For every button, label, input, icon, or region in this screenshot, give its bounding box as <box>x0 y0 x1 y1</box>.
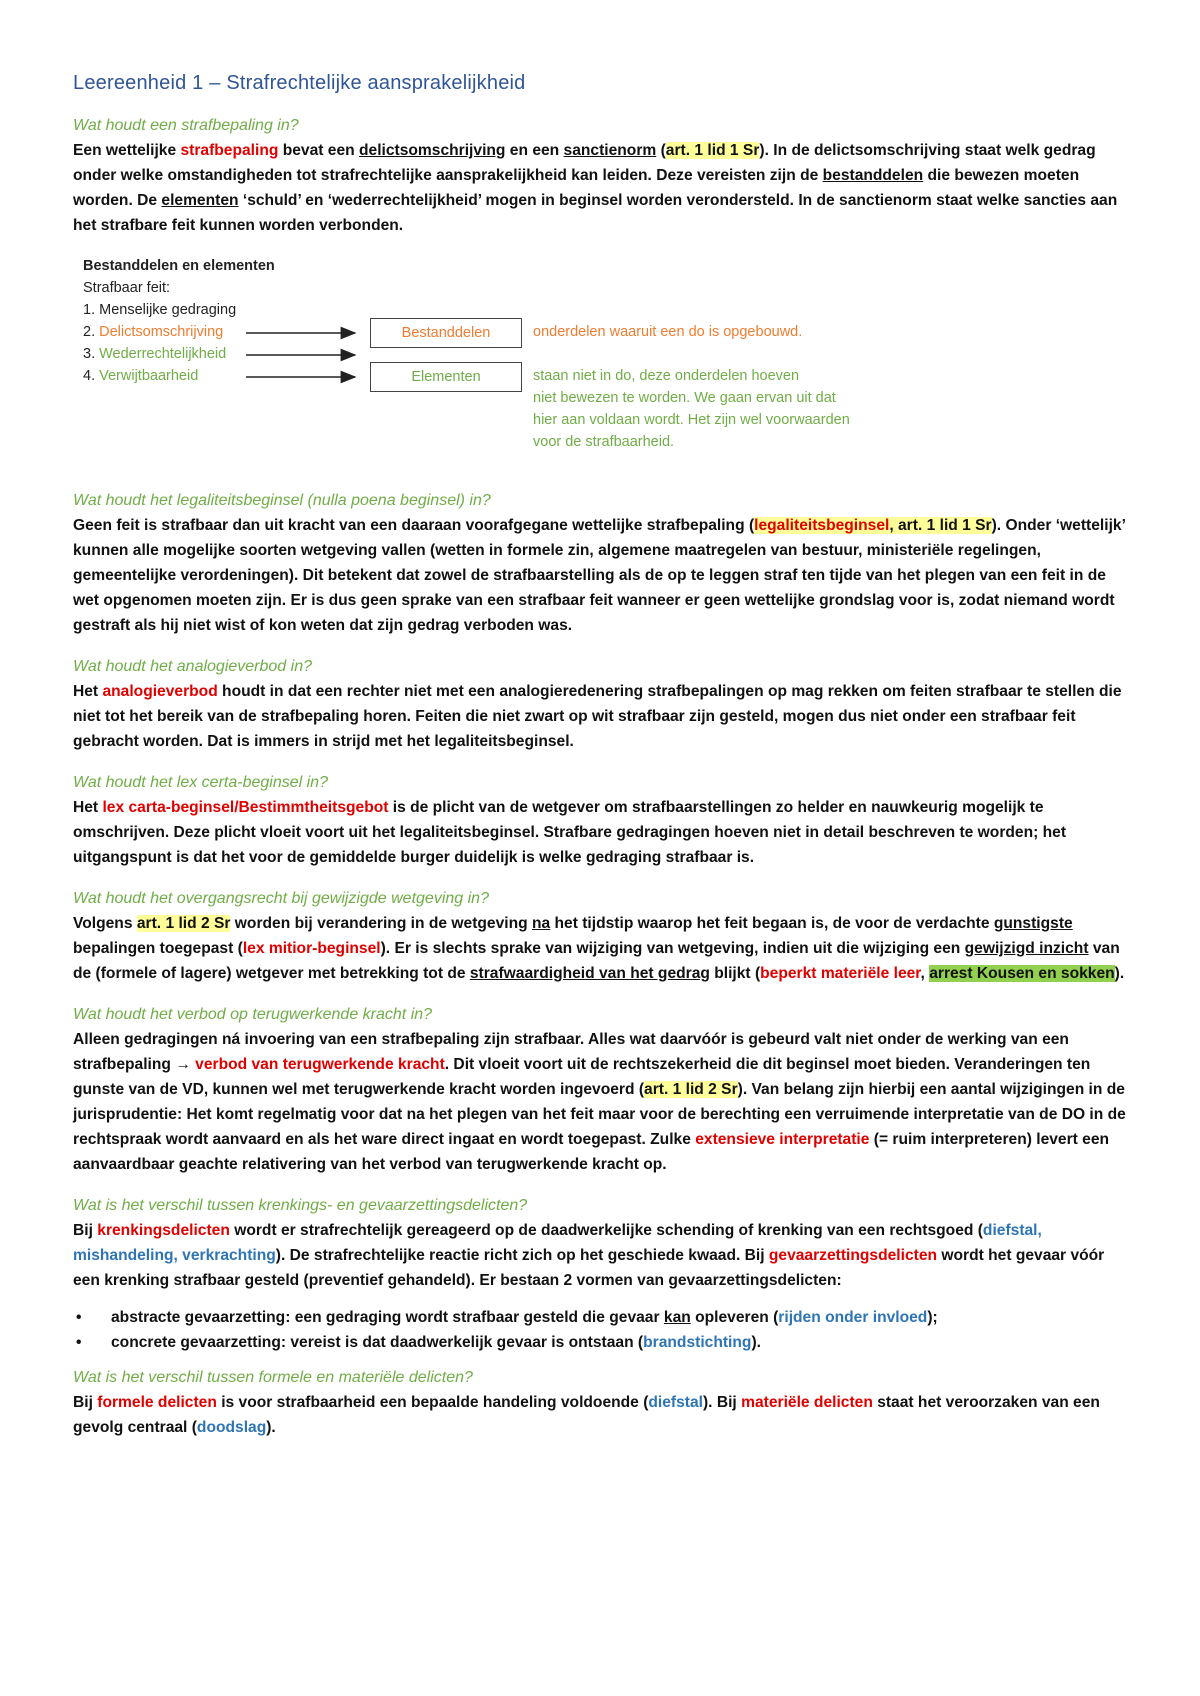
question-heading: Wat is het verschil tussen formele en materiële delicten? <box>73 1369 473 1386</box>
desc-bestanddelen: onderdelen waaruit een do is opgebouwd. <box>533 324 803 340</box>
underlined-term: na <box>531 915 551 932</box>
diagram-item: 1. Menselijke gedraging <box>83 302 237 318</box>
keyword: lex carta-beginsel/Bestimmtheitsgebot <box>102 799 389 816</box>
section-terugwerkende-kracht <box>73 1006 1133 1177</box>
section-legaliteitsbeginsel <box>73 492 1133 638</box>
bullet-list <box>73 1305 1133 1355</box>
keyword: analogieverbod <box>102 683 218 700</box>
list-item: • abstracte gevaarzetting: een gedraging wordt strafbaar gesteld die gevaar kan opleveren (rijden onder invloed); <box>73 1305 1133 1330</box>
question-heading: Wat houdt het legaliteitsbeginsel (nulla poena beginsel) in? <box>73 492 491 509</box>
underlined-term: sanctienorm <box>563 142 657 159</box>
desc-elementen-line: niet bewezen te worden. We gaan ervan uit dat <box>533 390 836 406</box>
example-term: brandstichting <box>643 1334 752 1351</box>
box-elementen: Elementen <box>370 362 522 392</box>
example-term: diefstal, mishandeling, verkrachting <box>73 1222 1042 1264</box>
keyword: krenkingsdelicten <box>97 1222 230 1239</box>
list-item: • concrete gevaarzetting: vereist is dat daadwerkelijk gevaar is ontstaan (brandstichting). <box>73 1330 1133 1355</box>
question-heading: Wat houdt het verbod op terugwerkende kracht in? <box>73 1006 433 1023</box>
keyword: formele delicten <box>97 1394 217 1411</box>
paragraph: Volgens art. 1 lid 2 Sr worden bij verandering in de wetgeving na het tijdstip waarop het feit begaan is, de voor de verdachte gunstigste bepalingen toegepast (lex mitior-beginsel). Er is slechts sprake van wijziging van wetgeving, indien uit die wijziging een gewijzigd inzicht van de (formele of lagere) wetgever met betrekking tot de strafwaardigheid van het gedrag blijkt (beperkt materiële leer, arrest Kousen en sokken). <box>73 915 1125 982</box>
diagram-item: 2. Delictsomschrijving <box>83 324 224 340</box>
diagram-item: 3. Wederrechtelijkheid <box>83 346 227 362</box>
section-analogieverbod <box>73 658 1133 754</box>
underlined-term: bestanddelen <box>822 167 924 184</box>
diagram-item: 4. Verwijtbaarheid <box>83 368 199 384</box>
underlined-term: elementen <box>161 192 239 209</box>
underlined-term: gewijzigd inzicht <box>964 940 1089 957</box>
underlined-term: strafwaardigheid van het gedrag <box>469 965 710 982</box>
example-term: doodslag <box>196 1419 267 1436</box>
diagram-subheading: Strafbaar feit: <box>83 280 171 296</box>
underlined-term: delictsomschrijving <box>359 142 506 159</box>
case-highlight: arrest Kousen en sokken <box>929 965 1115 982</box>
paragraph: Geen feit is strafbaar dan uit kracht van een daaraan voorafgegane wettelijke strafbepaling (legaliteitsbeginsel, art. 1 lid 1 Sr). Onder ‘wettelijk’ kunnen alle mogelijke soorten wetgeving vallen (wetten in formele zin, algemene maatregelen van bestuur, ministeriële regelingen, gemeentelijke verordeningen). Dit betekent dat zowel de strafbaarstelling als de op te leggen straf ten tijde van het plegen van een feit in de wet opgenomen moeten zijn. Er is dus geen sprake van een strafbaar feit wanneer er geen wettelijke grondslag voor is, zodat niemand wordt gestraft als hij niet wist of kon weten dat zijn gedrag verboden was. <box>73 517 1126 634</box>
article-highlight: , art. 1 lid 1 Sr <box>889 517 992 534</box>
question-heading: Wat houdt het analogieverbod in? <box>73 658 312 675</box>
section-formele-materiele <box>73 1369 1133 1440</box>
section-lex-certa <box>73 774 1133 870</box>
section-overgangsrecht <box>73 890 1133 986</box>
diagram-heading: Bestanddelen en elementen <box>83 258 275 274</box>
paragraph: Het analogieverbod houdt in dat een rechter niet met een analogieredenering strafbepalingen op mag rekken om feiten strafbaar te stellen die niet tot het bereik van de strafbepaling horen. Feiten die niet zwart op wit strafbaar zijn gesteld, mogen dus niet onder een strafbaar feit gebracht worden. Dat is immers in strijd met het legaliteitsbeginsel. <box>73 683 1122 750</box>
section-krenkings-gevaarzetting <box>73 1197 1133 1355</box>
bestanddelen-diagram <box>83 258 923 470</box>
keyword: beperkt materiële leer <box>760 965 921 982</box>
example-term: rijden onder invloed <box>778 1309 928 1326</box>
article-highlight: art. 1 lid 2 Sr <box>136 915 231 932</box>
keyword: extensieve interpretatie <box>695 1131 870 1148</box>
paragraph: Het lex carta-beginsel/Bestimmtheitsgebot is de plicht van de wetgever om strafbaarstellingen zo helder en nauwkeurig mogelijk te omschrijven. Deze plicht vloeit voort uit het legaliteitsbeginsel. Strafbare gedragingen hoeven niet in detail beschreven te worden; het uitgangspunt is dat het voor de gemiddelde burger duidelijk is welke gedraging strafbaar is. <box>73 799 1067 866</box>
question-heading: Wat houdt een strafbepaling in? <box>73 117 299 134</box>
underlined-term: gunstigste <box>993 915 1073 932</box>
desc-elementen-line: hier aan voldaan wordt. Het zijn wel voorwaarden <box>533 412 850 428</box>
article-highlight: art. 1 lid 2 Sr <box>644 1081 738 1098</box>
desc-elementen-line: voor de strafbaarheid. <box>533 434 675 450</box>
paragraph: Bij formele delicten is voor strafbaarheid een bepaalde handeling voldoende (diefstal). Bij materiële delicten staat het veroorzaken van een gevolg centraal (doodslag). <box>73 1394 1100 1436</box>
box-bestanddelen: Bestanddelen <box>370 318 522 348</box>
paragraph: Een wettelijke strafbepaling bevat een delictsomschrijving en een sanctienorm (art. 1 lid 1 Sr). In de delictsomschrijving staat welk gedrag onder welke omstandigheden tot strafrechtelijke aansprakelijkheid kan leiden. Deze vereisten zijn de bestanddelen die bewezen moeten worden. De elementen ‘schuld’ en ‘wederrechtelijkheid’ mogen in beginsel worden verondersteld. In de sanctienorm staat welke sancties aan het strafbare feit kunnen worden verbonden. <box>73 142 1118 234</box>
keyword: legaliteitsbeginsel <box>754 517 890 534</box>
keyword: gevaarzettingsdelicten <box>768 1247 938 1264</box>
article-highlight: art. 1 lid 1 Sr <box>665 142 760 159</box>
section-strafbepaling <box>73 117 1133 238</box>
question-heading: Wat houdt het lex certa-beginsel in? <box>73 774 328 791</box>
document-title: Leereenheid 1 – Strafrechtelijke aansprakelijkheid <box>73 72 526 94</box>
paragraph: Bij krenkingsdelicten wordt er strafrechtelijk gereageerd op de daadwerkelijke schending of krenking van een rechtsgoed (diefstal, mishandeling, verkrachting). De strafrechtelijke reactie richt zich op het geschiede kwaad. Bij gevaarzettingsdelicten wordt het gevaar vóór een krenking strafbaar gesteld (preventief gehandeld). Er bestaan 2 vormen van gevaarzettingsdelicten: <box>73 1222 1105 1289</box>
keyword: strafbepaling <box>180 142 279 159</box>
keyword: lex mitior-beginsel <box>242 940 381 957</box>
document-page <box>73 72 1133 1460</box>
desc-elementen-line: staan niet in do, deze onderdelen hoeven <box>533 368 800 384</box>
paragraph: Alleen gedragingen ná invoering van een strafbepaling zijn strafbaar. Alles wat daarvóór is gebeurd valt niet onder de werking van een strafbepaling → verbod van terugwerkende kracht. Dit vloeit voort uit de rechtszekerheid die dit beginsel moet bieden. Veranderingen ten gunste van de VD, kunnen wel met terugwerkende kracht worden ingevoerd (art. 1 lid 2 Sr). Van belang zijn hierbij een aantal wijzigingen in de jurisprudentie: Het komt regelmatig voor dat na het plegen van het feit maar voor de berechting een verruimende interpretatie van de DO in de rechtspraak wordt aanvaard en als het ware direct ingaat en wordt toegepast. Zulke extensieve interpretatie (= ruim interpreteren) levert een aanvaardbaar geachte relativering van het verbod van terugwerkende kracht op. <box>73 1031 1126 1173</box>
example-term: diefstal <box>648 1394 703 1411</box>
question-heading: Wat houdt het overgangsrecht bij gewijzigde wetgeving in? <box>73 890 489 907</box>
keyword: verbod van terugwerkende kracht <box>195 1056 445 1073</box>
keyword: materiële delicten <box>741 1394 873 1411</box>
question-heading: Wat is het verschil tussen krenkings- en gevaarzettingsdelicten? <box>73 1197 528 1214</box>
